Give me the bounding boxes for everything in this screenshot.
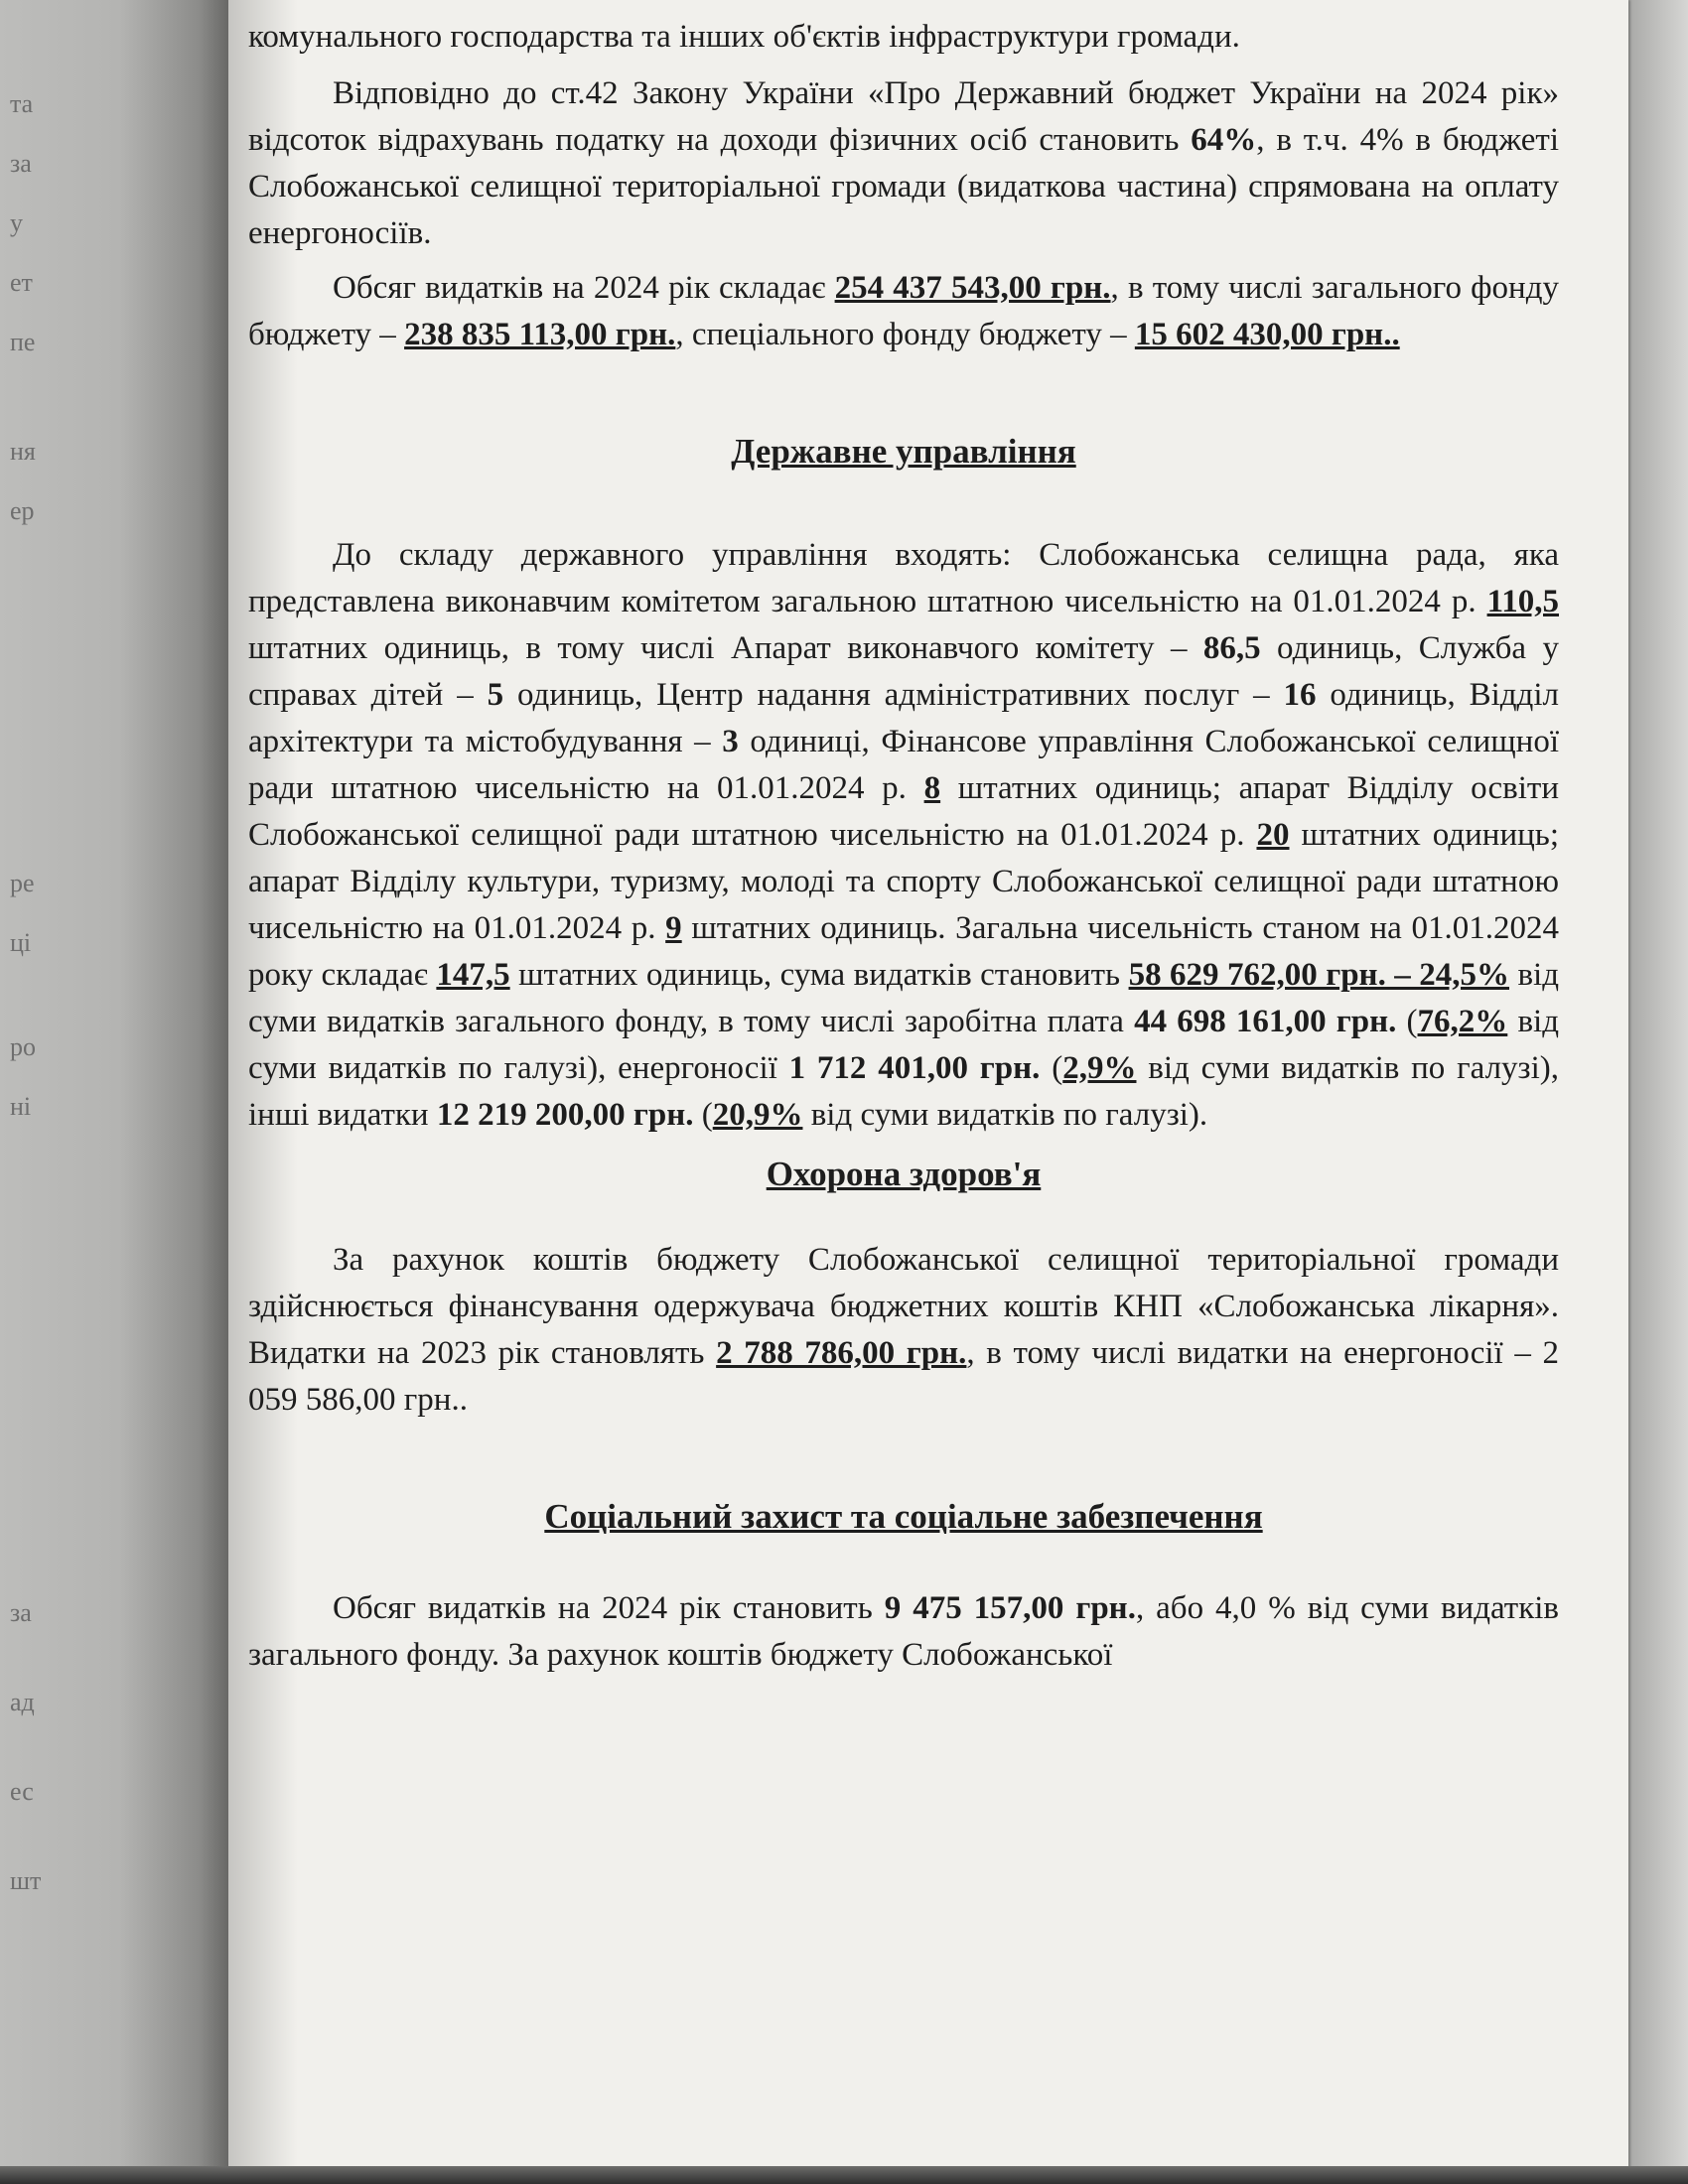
gutter-fragment: у	[10, 208, 23, 237]
document-body	[248, 0, 1559, 1679]
gutter-fragment: ня	[10, 437, 36, 466]
scanner-bottom-edge	[0, 2166, 1688, 2184]
state-admin-paragraph: До складу державного управління входять: Слобожанська селищна рада, яка представлена виконавчим комітетом загальною штатною чисельністю на 01.01.2024 р. 110,5 штатних одиниць, в тому числі Апарат виконавчого комітету – 86,5 одиниць, Служба у справах дітей – 5 одиниць, Центр надання адміністративних послуг – 16 одиниць, Відділ архітектури та містобудування – 3 одиниці, Фінансове управління Слобожанської селищної ради штатною чисельністю на 01.01.2024 р. 8 штатних одиниць; апарат Відділу освіти Слобожанської селищної ради штатною чисельністю на 01.01.2024 р. 20 штатних одиниць; апарат Відділу культури, туризму, молоді та спорту Слобожанської селищної ради штатною чисельністю на 01.01.2024 р. 9 штатних одиниць. Загальна чисельність станом на 01.01.2024 року складає 147,5 штатних одиниць, сума видатків становить 58 629 762,00 грн. – 24,5% від суми видатків загального фонду, в тому числі заробітна плата 44 698 161,00 грн. (76,2% від суми видатків по галузі), енергоносії 1 712 401,00 грн. (2,9% від суми видатків по галузі), інші видатки 12 219 200,00 грн. (20,9% від суми видатків по галузі).	[248, 537, 1560, 1133]
health-paragraph: За рахунок коштів бюджету Слобожанської селищної територіальної громади здійснюється фінансування одержувача бюджетних коштів КНП «Слобожанська лікарня». Видатки на 2023 рік становлять 2 788 786,00 грн., в тому числі видатки на енергоносії – 2 059 586,00 грн..	[248, 1242, 1560, 1418]
social-amount: 9 475 157,00 грн.	[884, 1590, 1136, 1626]
gutter-fragment: за	[10, 149, 32, 178]
scanner-edge	[1628, 0, 1688, 2174]
gutter-fragment: ні	[10, 1092, 32, 1121]
state-admin-sum: 58 629 762,00 грн. – 24,5%	[1128, 957, 1509, 993]
gutter-fragment: ре	[10, 869, 35, 897]
general-fund-amount: 238 835 113,00 грн.	[404, 317, 676, 352]
gutter-fragment: шт	[10, 1866, 42, 1895]
intro-continuation: комунального господарства та інших об'єктів інфраструктури громади.	[248, 19, 1240, 55]
pdfo-percent: 64%	[1191, 122, 1257, 158]
gutter-fragment: ес	[10, 1777, 34, 1806]
gutter-fragment: ро	[10, 1032, 36, 1061]
special-fund-amount: 15 602 430,00 грн..	[1134, 317, 1400, 352]
gutter-fragment: ет	[10, 268, 33, 297]
volume-paragraph: Обсяг видатків на 2024 рік складає 254 437 543,00 грн., в тому числі загального фонду бюджету – 238 835 113,00 грн., спеціального фонду бюджету – 15 602 430,00 грн..	[248, 270, 1559, 352]
section-heading-health: Охорона здоров'я	[766, 1155, 1042, 1193]
health-amount: 2 788 786,00 грн.	[716, 1335, 967, 1371]
gutter-fragment: за	[10, 1598, 32, 1627]
total-expenditure: 254 437 543,00 грн.	[834, 270, 1111, 306]
law-paragraph: Відповідно до ст.42 Закону України «Про Державний бюджет України на 2024 рік» відсоток відрахувань податку на доходи фізичних осіб становить 64%, в т.ч. 4% в бюджеті Слобожанської селищної територіальної громади (видаткова частина) спрямована на оплату енергоносіїв.	[248, 75, 1559, 251]
gutter-fragment: та	[10, 89, 34, 118]
gutter-fragment: ер	[10, 496, 35, 525]
section-heading-social: Соціальний захист та соціальне забезпечення	[544, 1497, 1263, 1536]
social-paragraph: Обсяг видатків на 2024 рік становить 9 475 157,00 грн., або 4,0 % від суми видатків загального фонду. За рахунок коштів бюджету Слобожанської	[248, 1590, 1559, 1673]
gutter-fragment: ад	[10, 1688, 35, 1716]
section-heading-state-admin: Державне управління	[731, 432, 1076, 471]
gutter-fragment: пе	[10, 328, 36, 356]
gutter-fragment: ці	[10, 928, 32, 957]
